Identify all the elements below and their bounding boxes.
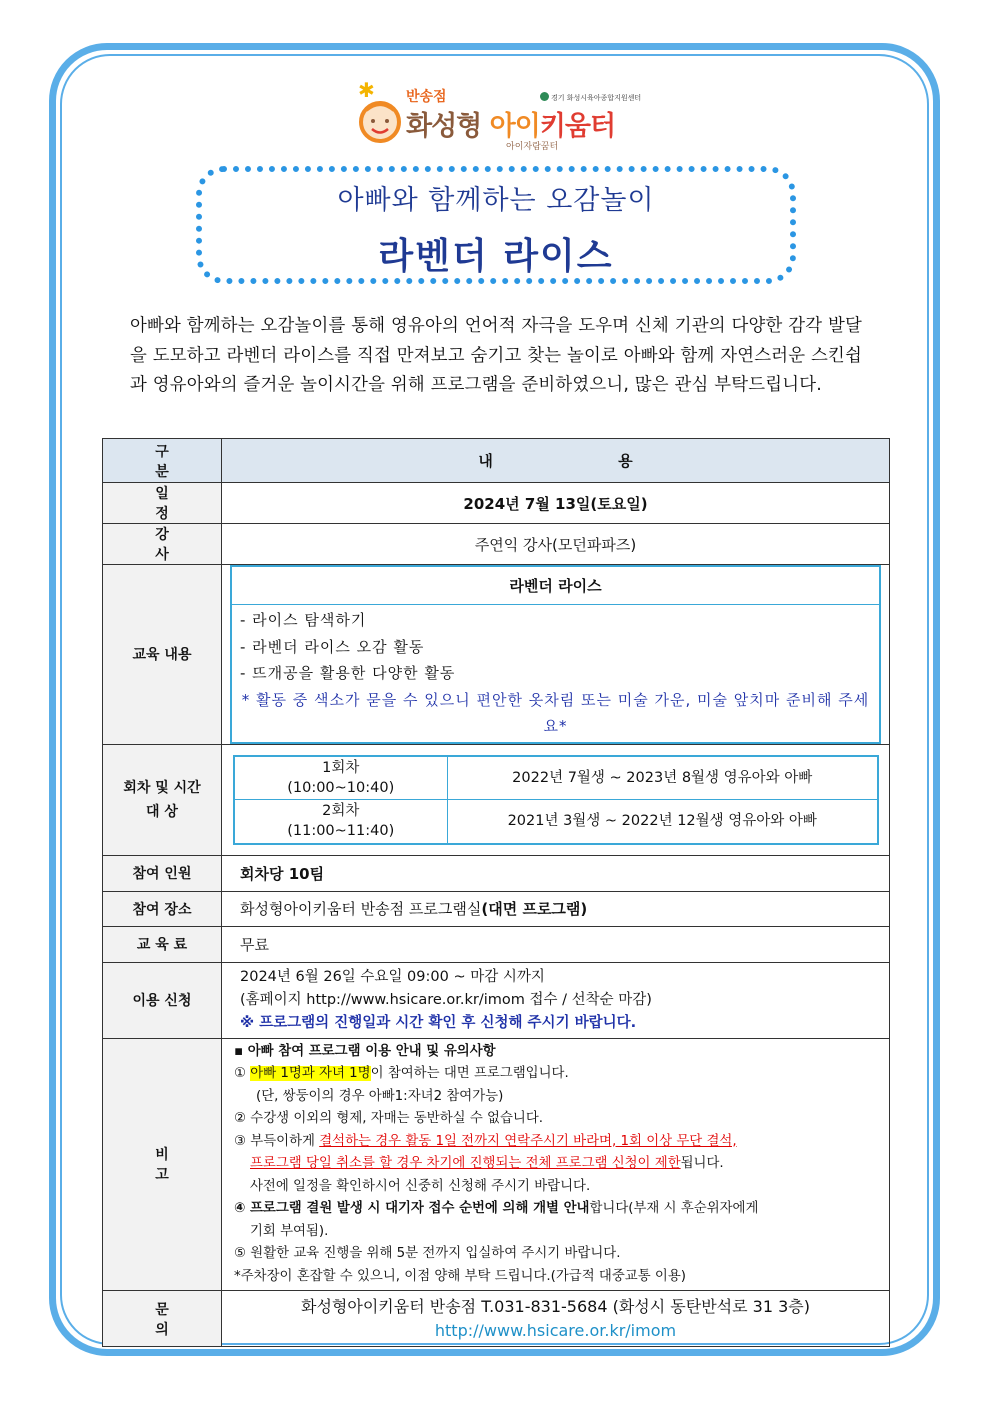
- note-1-prefix: ①: [234, 1066, 251, 1081]
- fee-label: 교 육 료: [103, 926, 222, 962]
- date-label: 일 정: [103, 483, 222, 524]
- logo-branch: 반송점: [406, 89, 447, 105]
- content-item: - 라벤더 라이스 오감 활동: [240, 637, 425, 656]
- contact-label: 문 의: [103, 1291, 222, 1347]
- notes-cell: [222, 1038, 890, 1291]
- place-row: [103, 891, 890, 926]
- info-table: [102, 438, 890, 1347]
- schedule-label: [103, 744, 222, 855]
- apply-period: 2024년 6월 26일 수요일 09:00 ~ 마감 시까지: [240, 968, 545, 985]
- note-1-highlight: 아빠 1명과 자녀 1명: [250, 1066, 371, 1081]
- session-time: [234, 756, 448, 800]
- schedule-cell: [222, 744, 890, 855]
- session-time: [234, 800, 448, 844]
- notes-row: [103, 1038, 890, 1291]
- title-main: 라벤더 라이스: [378, 236, 614, 277]
- session-target: 2022년 7월생 ~ 2023년 8월생 영유아와 아빠: [448, 756, 878, 800]
- logo: [350, 76, 650, 156]
- note-1-sub: (단, 쌍둥이의 경우 아빠1:자녀2 참여가능): [256, 1088, 504, 1104]
- date-value: 2024년 7월 13일(토요일): [222, 483, 890, 524]
- star-icon: ✱: [358, 78, 375, 102]
- schedule-row: [103, 744, 890, 855]
- note-3-suffix: 됩니다.: [680, 1156, 724, 1171]
- schedule-label-2: 대 상: [146, 803, 178, 820]
- content-box: [230, 565, 881, 744]
- fee-row: [103, 926, 890, 962]
- content-box-items: [232, 605, 879, 742]
- note-4-sub: 기회 부여됨).: [250, 1223, 329, 1239]
- participants-row: [103, 855, 890, 891]
- note-3-cont: [234, 1153, 881, 1176]
- date-row: [103, 483, 890, 524]
- session-number: 2회차: [322, 803, 360, 820]
- apply-notice: ※ 프로그램의 진행일과 시간 확인 후 신청해 주시기 바랍니다.: [240, 1014, 637, 1031]
- participants-value: 회차당 10팀: [222, 855, 890, 891]
- contact-link[interactable]: http://www.hsicare.or.kr/imom: [434, 1320, 677, 1340]
- logo-org-text: 경기 화성시육아종합지원센터: [551, 94, 642, 102]
- place-name: 화성형아이키움터 반송점 프로그램실: [240, 900, 482, 918]
- title-subtitle: 아빠와 함께하는 오감놀이: [337, 185, 655, 216]
- child-face-icon: [356, 96, 404, 144]
- note-4: [234, 1198, 881, 1221]
- session-number: 1회차: [322, 759, 360, 776]
- instructor-row: [103, 524, 890, 565]
- notes-heading: ▪ 아빠 참여 프로그램 이용 안내 및 유의사항: [234, 1043, 496, 1059]
- instructor-label: 강 사: [103, 524, 222, 565]
- contact-row: [103, 1291, 890, 1347]
- schedule-label-1: 회차 및 시간: [123, 779, 201, 796]
- header-content: 내 용: [222, 439, 890, 483]
- note-3-warning-1: 결석하는 경우 활동 1일 전까지 연락주시기 바라며, 1회 이상 무단 결석,: [319, 1133, 737, 1149]
- content-box-title: 라벤더 라이스: [232, 567, 879, 605]
- notes-list: [222, 1039, 889, 1291]
- contact-cell: [222, 1291, 890, 1347]
- content-cell: [222, 565, 890, 745]
- intro-text: 아빠와 함께하는 오감놀이를 통해 영유아의 언어적 자극을 도우며 신체 기관의 다양한 감각 발달을 도모하고 라벤더 라이스를 직접 만져보고 숨기고 찾는 놀이로 아빠와 함께 자연스러운 스킨쉽과 영유아와의 즐거운 놀이시간을 위해 프로그램을 준비하였으니, 많은 관심 부탁드립니다.: [130, 316, 862, 395]
- apply-cell: [222, 962, 890, 1038]
- note-5: ⑤ 원활한 교육 진행을 위해 5분 전까지 입실하여 주시기 바랍니다.: [234, 1246, 621, 1261]
- content-note: * 활동 중 색소가 묻을 수 있으니 편안한 옷차림 또는 미술 가운, 미술 앞치마 준비해 주세요*: [241, 690, 870, 735]
- note-3-warning-2: 프로그램 당일 취소를 할 경우 차기에 진행되는 전체 프로그램 신청이 제한: [250, 1156, 681, 1171]
- note-2: ② 수강생 이외의 형제, 자매는 동반하실 수 없습니다.: [234, 1111, 544, 1126]
- session-hours: (10:00~10:40): [287, 779, 395, 796]
- logo-org: [540, 92, 641, 103]
- logo-name-2: 아이: [489, 111, 540, 142]
- logo-name: [406, 104, 615, 143]
- schedule-table: [233, 755, 879, 845]
- contact-info: 화성형아이키움터 반송점 T.031-831-5684 (화성시 동탄반석로 31 3층): [301, 1296, 810, 1316]
- note-3: [234, 1131, 881, 1154]
- note-1-suffix: 이 참여하는 대면 프로그램입니다.: [370, 1066, 569, 1081]
- table-header-row: [103, 439, 890, 483]
- schedule-session-row: [234, 800, 878, 844]
- logo-tagline: 아이자람꿈터: [506, 142, 559, 152]
- session-target: 2021년 3월생 ~ 2022년 12월생 영유아와 아빠: [448, 800, 878, 844]
- schedule-session-row: [234, 756, 878, 800]
- participants-label: 참여 인원: [103, 855, 222, 891]
- instructor-value: 주연익 강사(모던파파즈): [222, 524, 890, 565]
- logo-name-1: 화성형: [406, 111, 482, 142]
- place-value: [222, 891, 890, 926]
- note-4-suffix: 합니다(부재 시 후순위자에게: [589, 1201, 759, 1216]
- content-item: - 뜨개공을 활용한 다양한 활동: [240, 664, 456, 682]
- notes-label: 비 고: [103, 1038, 222, 1291]
- content-item: - 라이스 탐색하기: [240, 611, 367, 629]
- note-6: *주차장이 혼잡할 수 있으니, 이점 양해 부탁 드립니다.(가급적 대중교통 이용): [234, 1268, 687, 1284]
- note-3-sub: 사전에 일정을 확인하시어 신중히 신청해 주시기 바랍니다.: [250, 1178, 591, 1194]
- logo-name-3: 키움터: [539, 111, 616, 142]
- apply-method: (홈페이지 http://www.hsicare.or.kr/imom 접수 / 선착순 마감): [240, 991, 652, 1008]
- note-1: [234, 1063, 881, 1086]
- note-4-bold: ④ 프로그램 결원 발생 시 대기자 접수 순번에 의해 개별 안내: [234, 1201, 590, 1216]
- apply-row: [103, 962, 890, 1038]
- content-row: [103, 565, 890, 745]
- place-type: (대면 프로그램): [481, 900, 588, 918]
- header-category: 구 분: [103, 439, 222, 483]
- fee-value: 무료: [222, 926, 890, 962]
- org-emblem-icon: [540, 92, 549, 101]
- apply-label: 이용 신청: [103, 962, 222, 1038]
- note-3-prefix: ③ 부득이하게: [234, 1133, 320, 1149]
- content-label: 교육 내용: [103, 565, 222, 745]
- place-label: 참여 장소: [103, 891, 222, 926]
- session-hours: (11:00~11:40): [287, 823, 395, 840]
